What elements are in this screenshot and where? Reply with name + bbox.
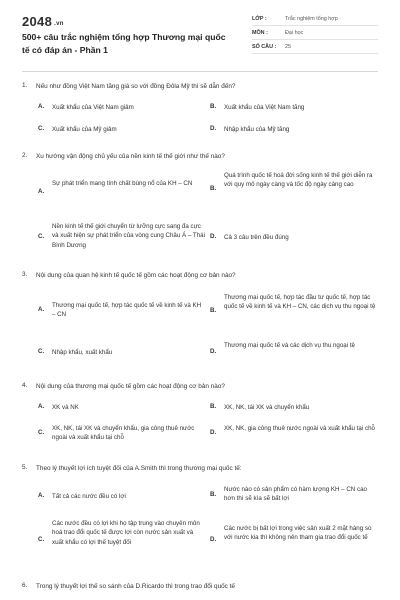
- question-text: Nội dung của quan hệ kinh tế quốc tế gồm các hoạt động cơ bản nào?: [36, 272, 236, 279]
- question-text: Theo lý thuyết lợi ích tuyệt đối của A.Smith thì trong thương mại quốc tế:: [36, 465, 242, 472]
- meta-row-subject: [252, 27, 378, 40]
- option-text: Xuất khẩu của Mỹ giảm: [52, 126, 117, 133]
- question-text: Nội dung của thương mại quốc tế gồm các hoạt động cơ bản nào?: [36, 383, 225, 390]
- option-letter: C.: [38, 125, 45, 132]
- site-logo[interactable]: [22, 14, 64, 29]
- option-text: Xuất khẩu của Việt Nam tăng: [224, 104, 305, 111]
- option-letter: C.: [38, 348, 45, 355]
- option-c[interactable]: [38, 519, 208, 565]
- option-c[interactable]: [38, 424, 208, 446]
- option-letter: B.: [210, 491, 217, 498]
- option-text: XK, NK, gia công thuê nước ngoài và xuất khẩu tại chỗ: [224, 425, 375, 432]
- question-text: Nếu như đồng Việt Nam tăng giá so với đồng Đôla Mỹ thì sẽ dẫn đến?: [36, 83, 236, 90]
- option-text: Cả 3 câu trên đều đúng: [224, 234, 289, 241]
- option-text: Thương mại quốc tế và các dịch vụ thu ngoại tệ: [224, 342, 355, 349]
- option-b[interactable]: [210, 171, 378, 207]
- option-text: Nước nào có sản phẩm có hàm lượng KH – CN cao hơn thì sẽ kìa sẽ bất lợi: [224, 486, 367, 503]
- option-d[interactable]: [210, 424, 378, 446]
- option-d[interactable]: [210, 341, 378, 363]
- meta-label: LỚP :: [252, 16, 267, 22]
- question-text: Xu hướng vận động chủ yếu của nền kinh tế thế giới như thế nào?: [36, 153, 225, 160]
- meta-label: SỐ CÂU :: [252, 44, 277, 50]
- option-letter: C.: [38, 429, 45, 436]
- option-letter: C.: [38, 233, 45, 240]
- meta-row-count: [252, 41, 378, 54]
- option-letter: D.: [210, 429, 217, 436]
- option-a[interactable]: [38, 301, 208, 323]
- option-text: Quá trình quốc tế hoá đời sống kinh tế thế giới diễn ra với quy mô ngày càng và tốc độ ngày càng cao: [224, 172, 373, 189]
- option-text: Nhập khẩu của Mỹ tăng: [224, 126, 290, 133]
- header-divider: [22, 71, 378, 72]
- option-text: XK, NK, tái XK và chuyển khẩu, gia công thuê nước ngoài và xuất khẩu tại chỗ: [52, 425, 195, 442]
- meta-row-class: [252, 13, 378, 26]
- logo-suffix: .vn: [54, 21, 64, 27]
- option-letter: B.: [210, 103, 217, 110]
- option-letter: B.: [210, 403, 217, 410]
- option-letter: D.: [210, 125, 217, 132]
- question-number: 5.: [22, 464, 28, 471]
- question-number: 3.: [22, 271, 28, 278]
- option-letter: B.: [210, 185, 217, 192]
- option-d[interactable]: [210, 524, 378, 560]
- option-b[interactable]: [210, 293, 378, 329]
- question-number: 2.: [22, 152, 28, 159]
- document-meta: [252, 13, 378, 55]
- option-letter: A.: [38, 492, 45, 499]
- meta-value: 25: [285, 44, 291, 50]
- option-text: Thương mại quốc tế, hợp tác đầu tư quốc tế, hợp tác quốc tế về kinh tế và KH – CN, các dịch vụ thu ngoại tệ: [224, 294, 376, 311]
- meta-value[interactable]: Trắc nghiệm tổng hợp: [285, 16, 338, 22]
- option-text: Sự phát triển mang tính chất bùng nổ của KH – CN: [52, 180, 193, 187]
- question-number: 4.: [22, 382, 28, 389]
- option-text: Xuất khẩu của Việt Nam giảm: [52, 104, 134, 111]
- option-letter: D.: [210, 536, 217, 543]
- option-text: Nền kinh tế thế giới chuyển từ lưỡng cực sang đa cực và xuất hiện sự phát triển của vòng cung Châu Á – Thái Bình Dương: [52, 223, 205, 249]
- question-text: Trong lý thuyết lợi thế so sánh của D.Ricardo thì trong trao đổi quốc tế: [36, 583, 235, 590]
- option-text: Tất cả các nước đều có lợi: [52, 493, 126, 500]
- option-text: XK, NK, tái XK và chuyển khẩu: [224, 404, 310, 411]
- option-letter: A.: [38, 188, 45, 195]
- option-text: Các nước đều có lợi khi họ tập trung vào chuyên môn hoá trao đổi quốc tế được lợi còn nước sản xuất và xuất khẩu có lợi thế tuyệt đối: [52, 520, 200, 546]
- option-letter: A.: [38, 306, 45, 313]
- option-letter: B.: [210, 307, 217, 314]
- question-number: 6.: [22, 582, 28, 589]
- option-text: Thương mại quốc tế, hợp tác quốc tế về kinh tế và KH – CN: [52, 302, 202, 319]
- meta-label: MÔN :: [252, 30, 268, 36]
- option-text: Nhập khẩu, xuất khẩu: [52, 349, 113, 356]
- option-letter: A.: [38, 103, 45, 110]
- option-b[interactable]: [210, 485, 378, 507]
- document-title: 500+ câu trắc nghiệm tổng hợp Thương mại quốc tế có đáp án - Phần 1: [22, 32, 226, 55]
- option-letter: A.: [38, 403, 45, 410]
- option-letter: D.: [210, 233, 217, 240]
- question-number: 1.: [22, 82, 28, 89]
- option-a[interactable]: [38, 179, 208, 209]
- meta-value[interactable]: Đại học: [285, 30, 304, 36]
- option-letter: D.: [210, 348, 217, 355]
- option-letter: C.: [38, 536, 45, 543]
- option-text: XK và NK: [52, 404, 79, 411]
- document-header: [0, 0, 400, 66]
- option-text: Các nước bị bất lợi trong việc sản xuất 2 mặt hàng so với nước kia thì không nên tham gia trao đổi quốc tế: [224, 525, 372, 542]
- logo-text: 2048: [22, 14, 53, 29]
- option-c[interactable]: [38, 222, 208, 258]
